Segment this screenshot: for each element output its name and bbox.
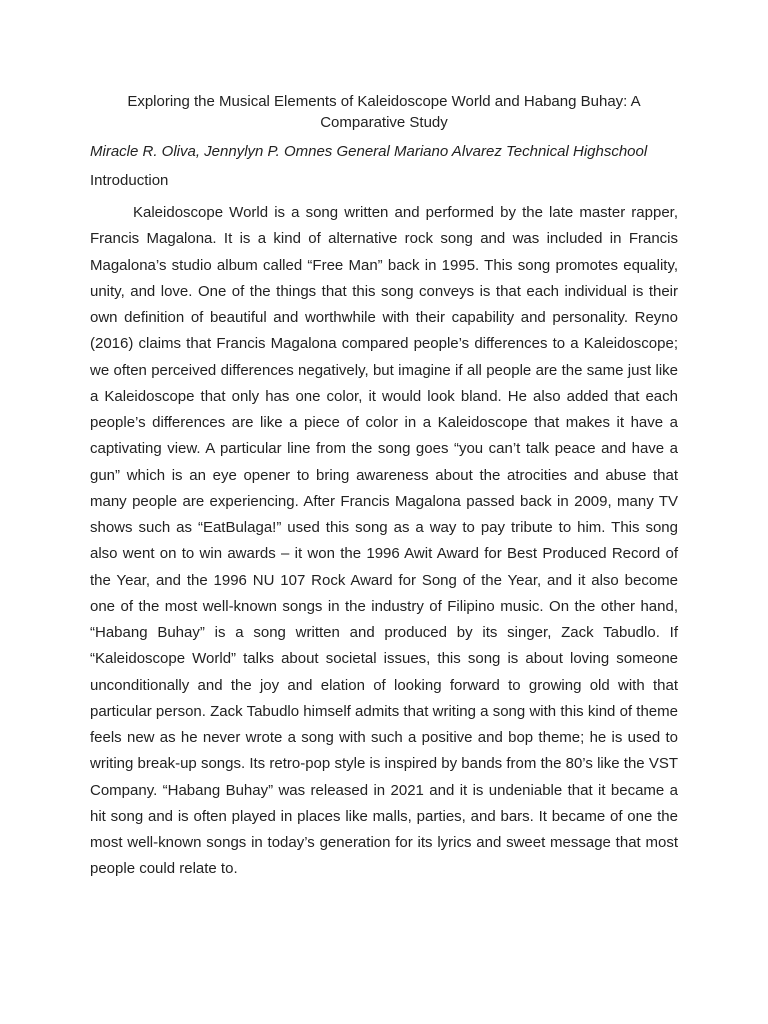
introduction-paragraph: Kaleidoscope World is a song written and performed by the late master rapper, Francis Magalona. It is a kind of alternative rock song and was included in Francis Magalona’s studio album called “Free Man” back in 1995. This song promotes equality, unity, and love. One of the things that this song conveys is that each individual is their own definition of beautiful and worthwhile with their capability and personality. Reyno (2016) claims that Francis Magalona compared people’s differences to a Kaleidoscope; we often perceived differences negatively, but imagine if all people are the same just like a Kaleidoscope that only has one color, it would look bland. He also added that each people’s differences are like a piece of color in a Kaleidoscope that makes it have a captivating view. A particular line from the song goes “you can’t talk peace and have a gun” which is an eye opener to bring awareness about the atrocities and abuse that many people are experiencing. After Francis Magalona passed back in 2009, many TV shows such as “EatBulaga!” used this song as a way to pay tribute to him. This song also went on to win awards – it won the 1996 Awit Award for Best Produced Record of the Year, and the 1996 NU 107 Rock Award for Song of the Year, and it also become one of the most well-known songs in the industry of Filipino music. On the other hand, “Habang Buhay” is a song written and produced by its singer, Zack Tabudlo. If “Kaleidoscope World” talks about societal issues, this song is about loving someone unconditionally and the joy and elation of looking forward to growing old with that particular person. Zack Tabudlo himself admits that writing a song with this kind of theme feels new as he never wrote a song with such a positive and bop theme; he is used to writing break-up songs. Its retro-pop style is inspired by bands from the 80’s like the VST Company. “Habang Buhay” was released in 2021 and it is undeniable that it became a hit song and is often played in places like malls, parties, and bars. It became of one the most well-known songs in today’s generation for its lyrics and sweet message that most people could relate to. bbox=[90, 204, 678, 878]
paper-title: Exploring the Musical Elements of Kaleidoscope World and Habang Buhay: A Comparative Study bbox=[127, 93, 641, 131]
section-heading-introduction: Introduction bbox=[90, 172, 169, 189]
paper-authors: Miracle R. Oliva, Jennylyn P. Omnes General Mariano Alvarez Technical Highschool bbox=[90, 143, 648, 160]
